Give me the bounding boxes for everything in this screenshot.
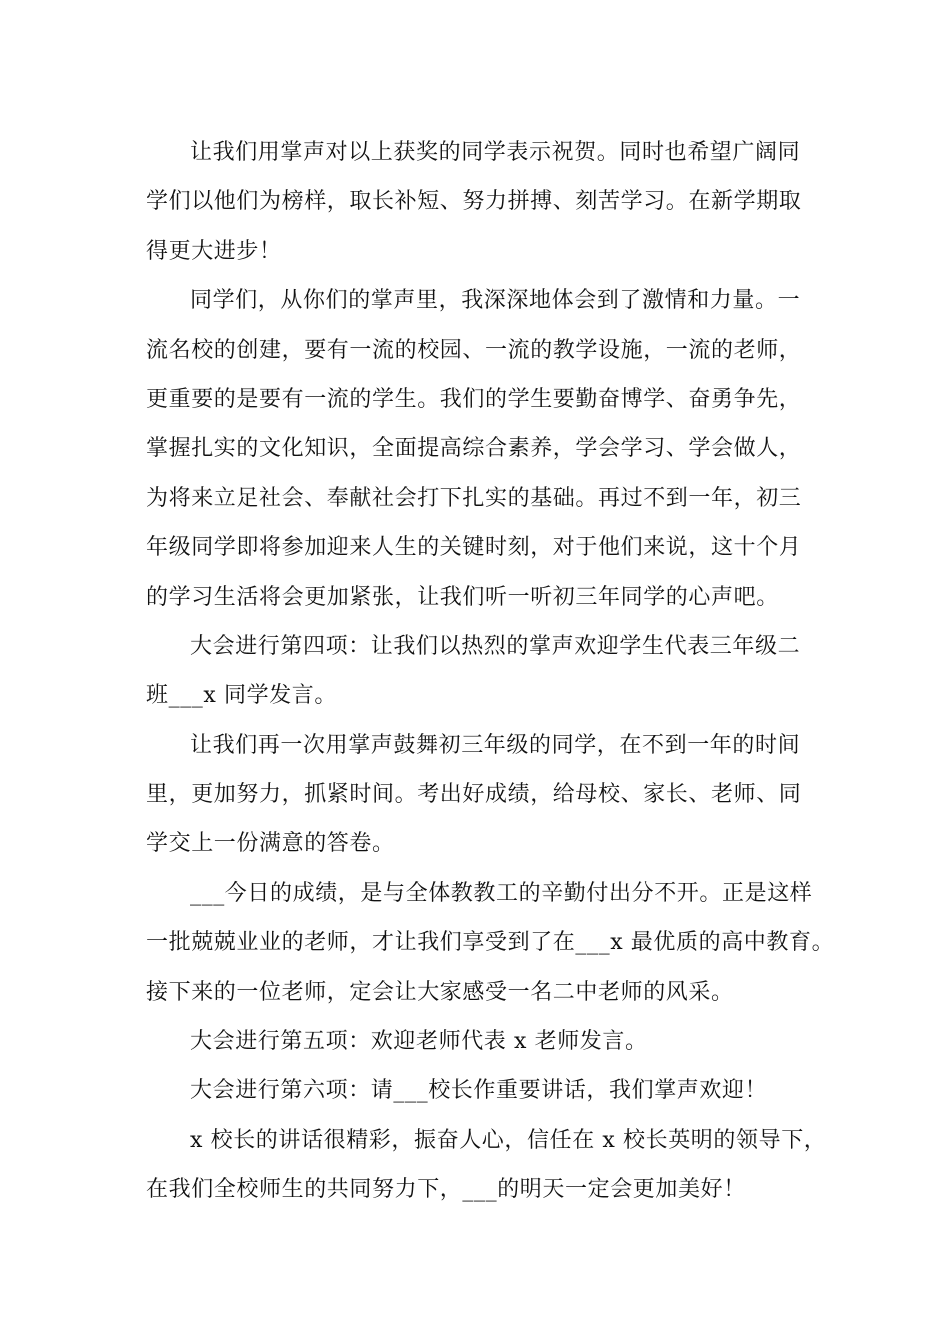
text-line: 的学习生活将会更加紧张，让我们听一听初三年同学的心声吧。 xyxy=(146,584,779,610)
text-line: 里，更加努力，抓紧时间。考出好成绩，给母校、家长、老师、同 xyxy=(146,782,802,808)
text-line: 学交上一份满意的答卷。 xyxy=(146,831,395,857)
text-line: 在我们全校师生的共同努力下，___的明天一定会更加美好！ xyxy=(146,1177,746,1203)
document-body xyxy=(146,128,835,1215)
text-line: x 校长的讲话很精彩，振奋人心，信任在 x 校长英明的领导下， xyxy=(190,1127,827,1153)
text-line: 流名校的创建，要有一流的校园、一流的教学设施，一流的老师， xyxy=(146,337,802,363)
text-line: 同学们，从你们的掌声里，我深深地体会到了激情和力量。一 xyxy=(190,288,801,314)
text-line: 更重要的是要有一流的学生。我们的学生要勤奋博学、奋勇争先， xyxy=(146,386,802,412)
text-line: 学们以他们为榜样，取长补短、努力拼搏、刻苦学习。在新学期取 xyxy=(146,189,802,215)
text-line: 大会进行第六项：请___校长作重要讲话，我们掌声欢迎！ xyxy=(190,1078,768,1104)
text-line: 年级同学即将参加迎来人生的关键时刻，对于他们来说，这十个月 xyxy=(146,535,802,561)
text-line: 为将来立足社会、奉献社会打下扎实的基础。再过不到一年，初三 xyxy=(146,485,802,511)
text-line: 大会进行第五项：欢迎老师代表 x 老师发言。 xyxy=(190,1029,648,1055)
text-line: 让我们再一次用掌声鼓舞初三年级的同学，在不到一年的时间 xyxy=(190,732,801,758)
text-line: ___今日的成绩，是与全体教教工的辛勤付出分不开。正是这样 xyxy=(190,880,813,906)
text-line: 大会进行第四项：让我们以热烈的掌声欢迎学生代表三年级二 xyxy=(190,633,801,659)
text-line: 得更大进步！ xyxy=(146,238,282,264)
text-line: 接下来的一位老师，定会让大家感受一名二中老师的风采。 xyxy=(146,979,734,1005)
text-line: 让我们用掌声对以上获奖的同学表示祝贺。同时也希望广阔同 xyxy=(190,140,801,165)
text-line: 班___x 同学发言。 xyxy=(146,683,338,709)
text-line: 一批兢兢业业的老师，才让我们享受到了在___x 最优质的高中教育。 xyxy=(146,930,835,956)
text-line: 掌握扎实的文化知识，全面提高综合素养，学会学习、学会做人， xyxy=(146,436,802,462)
